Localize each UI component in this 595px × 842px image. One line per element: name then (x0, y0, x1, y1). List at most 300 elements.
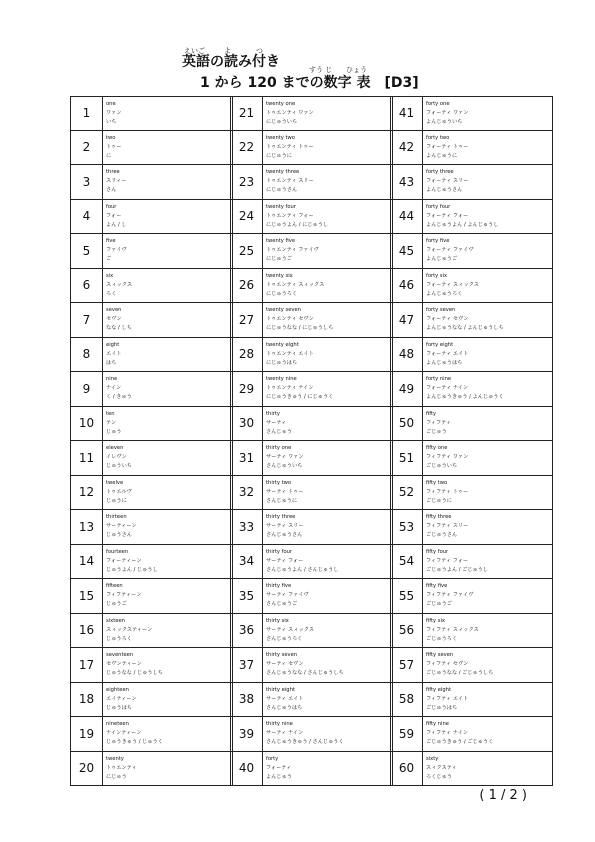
number-cell: 45 (391, 234, 423, 268)
reading-cell (426, 479, 550, 506)
ruby-eigo: えいご (184, 47, 205, 55)
japanese-reading: よんじゅうよん / よんじゅうし (426, 221, 499, 228)
english-word: twenty seven (266, 307, 301, 313)
table-row (230, 752, 393, 787)
english-word: twenty one (266, 101, 296, 107)
reading-cell (426, 168, 550, 195)
katakana-reading: トゥエンティ ファイヴ (266, 247, 319, 253)
english-word: eleven (106, 445, 124, 451)
page-title: 英語の読み付き (182, 54, 280, 70)
english-word: nine (106, 376, 118, 382)
number-cell: 10 (71, 407, 103, 441)
katakana-reading: フィフティ ワァン (426, 454, 469, 460)
japanese-reading: いち (106, 119, 117, 125)
english-word: seven (106, 307, 122, 313)
katakana-reading: スリィー (106, 178, 127, 184)
english-word: ten (106, 410, 115, 417)
table-row (70, 717, 233, 752)
table-row (230, 717, 393, 752)
english-word: twelve (106, 479, 124, 486)
japanese-reading: にじゅうはち (266, 359, 298, 366)
katakana-reading: スィックス (106, 281, 133, 288)
number-cell: 25 (231, 234, 263, 268)
japanese-reading: ご (106, 256, 112, 262)
number-cell: 58 (391, 683, 423, 717)
english-word: forty one (426, 101, 450, 107)
number-cell: 4 (71, 200, 103, 234)
japanese-reading: さんじゅうに (266, 497, 298, 504)
number-cell: 9 (71, 372, 103, 406)
katakana-reading: フォーティ セヴン (426, 316, 469, 322)
english-word: twenty nine (266, 376, 297, 382)
table-row (70, 338, 233, 373)
katakana-reading: トゥエンティ ナイン (266, 385, 314, 391)
number-cell: 20 (71, 752, 103, 786)
japanese-reading: さんじゅうきゅう / さんじゅうく (266, 739, 344, 745)
reading-cell (106, 100, 230, 127)
number-cell: 60 (391, 752, 423, 786)
number-cell: 37 (231, 648, 263, 682)
table-row (390, 407, 553, 442)
english-word: eighteen (106, 686, 129, 693)
reading-cell (106, 651, 230, 678)
japanese-reading: よんじゅうご (426, 256, 458, 262)
reading-cell (266, 686, 390, 713)
english-word: forty five (426, 238, 450, 244)
japanese-reading: にじゅうきゅう / にじゅうく (266, 394, 334, 400)
katakana-reading: フォーティ ファイヴ (426, 247, 474, 253)
table-row (230, 579, 393, 614)
table-row (230, 96, 393, 131)
reading-cell (266, 548, 390, 575)
number-cell: 54 (391, 545, 423, 579)
english-word: thirty three (266, 514, 296, 520)
number-cell: 17 (71, 648, 103, 682)
number-cell: 15 (71, 579, 103, 613)
number-cell: 13 (71, 510, 103, 544)
reading-cell (266, 375, 390, 402)
number-cell: 32 (231, 476, 263, 510)
katakana-reading: エイト (106, 350, 122, 357)
table-row (390, 338, 553, 373)
number-cell: 57 (391, 648, 423, 682)
english-word: fifty three (426, 514, 452, 520)
reading-cell (426, 375, 550, 402)
table-row (70, 545, 233, 580)
table-row (230, 269, 393, 304)
japanese-reading: く / きゅう (106, 394, 132, 400)
reading-cell (426, 513, 550, 540)
number-cell: 50 (391, 407, 423, 441)
reading-cell (266, 617, 390, 644)
number-cell: 48 (391, 338, 423, 372)
japanese-reading: なな / しち (106, 325, 132, 331)
katakana-reading: フォーティ スィックス (426, 281, 479, 288)
english-word: thirty (266, 410, 280, 417)
table-row (390, 165, 553, 200)
reading-cell (106, 513, 230, 540)
japanese-reading: じゅうさん (106, 532, 132, 538)
reading-cell (106, 410, 230, 437)
table-row (390, 200, 553, 235)
table-row (230, 338, 393, 373)
reading-cell (426, 444, 550, 471)
table-row (70, 614, 233, 649)
katakana-reading: フォー (106, 212, 122, 219)
table-row (230, 407, 393, 442)
reading-cell (266, 582, 390, 609)
number-cell: 39 (231, 717, 263, 751)
katakana-reading: サーティ フォー (266, 557, 304, 564)
japanese-reading: さん (106, 187, 117, 193)
japanese-reading: じゅうよん / じゅうし (106, 566, 158, 573)
english-word: twenty four (266, 203, 296, 210)
table-row (70, 96, 233, 131)
reading-cell (106, 479, 230, 506)
number-cell: 2 (71, 131, 103, 165)
number-cell: 36 (231, 614, 263, 648)
english-word: forty seven (426, 307, 456, 313)
english-word: fifteen (106, 583, 123, 589)
japanese-reading: ろく (106, 290, 117, 297)
table-row (230, 165, 393, 200)
japanese-reading: にじゅうご (266, 256, 292, 262)
katakana-reading: フィフティ エイト (426, 695, 469, 702)
japanese-reading: にじゅうさん (266, 187, 298, 193)
reading-cell (426, 651, 550, 678)
table-row (70, 200, 233, 235)
ruby-suuji: すう じ (309, 66, 333, 74)
english-word: thirteen (106, 514, 127, 520)
katakana-reading: フィフティ ナイン (426, 730, 468, 736)
number-cell: 56 (391, 614, 423, 648)
japanese-reading: にじゅういち (266, 119, 298, 125)
japanese-reading: ごじゅうよん / ごじゅうし (426, 566, 489, 573)
english-word: fourteen (106, 548, 129, 555)
table-row (70, 269, 233, 304)
reading-cell (426, 306, 550, 333)
reading-cell (266, 237, 390, 264)
english-word: twenty eight (266, 341, 299, 348)
japanese-reading: よんじゅうさん (426, 187, 463, 193)
japanese-reading: よん / し (106, 221, 127, 228)
katakana-reading: トゥエンティ セヴン (266, 316, 314, 322)
english-word: thirty nine (266, 721, 293, 727)
reading-cell (266, 272, 390, 299)
english-word: eight (106, 341, 120, 348)
english-word: fifty (426, 410, 437, 417)
english-word: seventeen (106, 652, 134, 658)
table-row (230, 545, 393, 580)
japanese-reading: にじゅうよん / にじゅうし (266, 221, 329, 228)
japanese-reading: ごじゅうきゅう / ごじゅうく (426, 739, 494, 745)
number-cell: 27 (231, 303, 263, 337)
number-cell: 22 (231, 131, 263, 165)
number-cell: 31 (231, 441, 263, 475)
english-word: three (106, 169, 120, 175)
number-cell: 34 (231, 545, 263, 579)
reading-cell (266, 203, 390, 230)
japanese-reading: ごじゅうろく (426, 635, 458, 642)
table-row (230, 372, 393, 407)
english-word: forty six (426, 272, 448, 279)
reading-cell (106, 686, 230, 713)
reading-cell (426, 755, 550, 782)
japanese-reading: よんじゅうはち (426, 359, 463, 366)
katakana-reading: トゥエンティ スリー (266, 178, 314, 184)
table-row (390, 303, 553, 338)
number-cell: 26 (231, 269, 263, 303)
japanese-reading: ごじゅう (426, 428, 447, 435)
japanese-reading: にじゅうなな / にじゅうしち (266, 325, 334, 331)
katakana-reading: フィフティ フォー (426, 557, 469, 564)
japanese-reading: にじゅうに (266, 152, 292, 159)
reading-cell (266, 444, 390, 471)
number-cell: 44 (391, 200, 423, 234)
english-word: forty nine (426, 376, 452, 382)
number-cell: 16 (71, 614, 103, 648)
number-cell: 12 (71, 476, 103, 510)
reading-cell (106, 237, 230, 264)
number-cell: 28 (231, 338, 263, 372)
katakana-reading: フォーティ ナイン (426, 385, 469, 391)
katakana-reading: サーティ (266, 419, 287, 426)
number-cell: 7 (71, 303, 103, 337)
reading-cell (426, 134, 550, 161)
number-cell: 47 (391, 303, 423, 337)
katakana-reading: トゥエンティ スィックス (266, 281, 325, 288)
katakana-reading: イレヴン (106, 454, 127, 460)
japanese-reading: さんじゅうなな / さんじゅうしち (266, 670, 344, 676)
table-row (230, 476, 393, 511)
table-row (230, 303, 393, 338)
japanese-reading: よんじゅうなな / よんじゅうしち (426, 325, 504, 331)
katakana-reading: エイティーン (106, 695, 137, 702)
number-column-2 (230, 96, 393, 786)
english-word: twenty (106, 755, 124, 762)
katakana-reading: フォーティ フォー (426, 212, 469, 219)
reading-cell (106, 444, 230, 471)
reading-cell (426, 686, 550, 713)
katakana-reading: セヴンティーン (106, 661, 142, 667)
japanese-reading: ごじゅうご (426, 601, 452, 607)
reading-cell (106, 582, 230, 609)
number-cell: 21 (231, 97, 263, 130)
japanese-reading: じゅうきゅう / じゅうく (106, 739, 163, 745)
english-word: fifty nine (426, 721, 449, 727)
number-cell: 43 (391, 165, 423, 199)
english-word: fifty five (426, 583, 448, 589)
english-word: fifty one (426, 445, 448, 451)
japanese-reading: じゅういち (106, 463, 132, 469)
english-word: sixty (426, 755, 439, 762)
number-cell: 59 (391, 717, 423, 751)
english-word: forty (266, 755, 279, 762)
japanese-reading: ごじゅういち (426, 463, 458, 469)
table-row (390, 269, 553, 304)
table-row (70, 131, 233, 166)
title-line-2 (200, 67, 440, 91)
table-row (70, 441, 233, 476)
english-word: thirty six (266, 617, 289, 624)
page-subtitle: 1 から 120 までの数字 表 [D3] (200, 75, 419, 91)
japanese-reading: さんじゅうろく (266, 635, 303, 642)
katakana-reading: フォーティ ワァン (426, 110, 469, 116)
page-number: ( 1 / 2 ) (479, 788, 527, 803)
katakana-reading: トゥエンティ (106, 764, 137, 771)
number-cell: 19 (71, 717, 103, 751)
katakana-reading: サーティ ファイヴ (266, 592, 309, 598)
reading-cell (426, 617, 550, 644)
number-cell: 29 (231, 372, 263, 406)
reading-cell (266, 341, 390, 368)
japanese-reading: じゅうろく (106, 635, 132, 642)
table-row (70, 648, 233, 683)
table-row (390, 717, 553, 752)
table-row (390, 752, 553, 787)
japanese-reading: ごじゅうさん (426, 532, 458, 538)
katakana-reading: フォーティ トゥー (426, 143, 469, 150)
katakana-reading: トゥエンティ フォー (266, 212, 314, 219)
katakana-reading: トゥエンティ エイト (266, 350, 314, 357)
english-word: forty four (426, 203, 451, 210)
japanese-reading: じゅうに (106, 497, 127, 504)
japanese-reading: ごじゅうに (426, 497, 452, 504)
reading-cell (266, 755, 390, 782)
japanese-reading: はち (106, 359, 117, 366)
japanese-reading: さんじゅうご (266, 601, 298, 607)
table-row (390, 96, 553, 131)
table-row (70, 476, 233, 511)
katakana-reading: フィフティーン (106, 592, 142, 598)
reading-cell (106, 720, 230, 747)
katakana-reading: スィクスティ (426, 764, 457, 771)
table-row (70, 165, 233, 200)
katakana-reading: フォーティーン (106, 557, 142, 564)
reading-cell (266, 479, 390, 506)
number-cell: 35 (231, 579, 263, 613)
table-row (70, 303, 233, 338)
table-row (70, 683, 233, 718)
number-cell: 30 (231, 407, 263, 441)
english-word: sixteen (106, 617, 125, 624)
table-row (70, 407, 233, 442)
katakana-reading: フィフティ トゥー (426, 488, 469, 495)
english-word: twenty two (266, 134, 295, 141)
ruby-tsu: つ (256, 47, 263, 55)
english-word: fifty two (426, 479, 448, 486)
table-row (230, 200, 393, 235)
table-row (390, 648, 553, 683)
english-word: thirty four (266, 548, 293, 555)
katakana-reading: ワァン (106, 110, 122, 116)
reading-cell (106, 375, 230, 402)
japanese-reading: じゅうご (106, 601, 127, 607)
english-word: four (106, 203, 117, 210)
reading-cell (106, 755, 230, 782)
english-word: twenty five (266, 238, 296, 244)
number-cell: 18 (71, 683, 103, 717)
table-row (390, 545, 553, 580)
japanese-reading: ごじゅうなな / ごじゅうしち (426, 670, 494, 676)
number-column-3 (390, 96, 553, 786)
katakana-reading: トゥエンティ ワァン (266, 110, 314, 116)
number-cell: 52 (391, 476, 423, 510)
katakana-reading: トゥエルヴ (106, 488, 132, 495)
reading-cell (426, 237, 550, 264)
reading-cell (426, 720, 550, 747)
katakana-reading: フィフティ セヴン (426, 661, 469, 667)
japanese-reading: に (106, 152, 112, 159)
katakana-reading: サーティ エイト (266, 695, 304, 702)
number-cell: 38 (231, 683, 263, 717)
table-row (390, 131, 553, 166)
reading-cell (266, 651, 390, 678)
number-cell: 42 (391, 131, 423, 165)
reading-cell (106, 617, 230, 644)
reading-cell (426, 341, 550, 368)
table-row (230, 510, 393, 545)
japanese-reading: さんじゅうよん / さんじゅうし (266, 566, 339, 573)
japanese-reading: じゅうなな / じゅうしち (106, 670, 163, 676)
japanese-reading: さんじゅういち (266, 463, 303, 469)
table-row (390, 476, 553, 511)
reading-cell (426, 272, 550, 299)
number-cell: 40 (231, 752, 263, 786)
reading-cell (266, 134, 390, 161)
japanese-reading: ごじゅうはち (426, 704, 458, 711)
english-word: five (106, 238, 116, 244)
reading-cell (106, 548, 230, 575)
number-cell: 23 (231, 165, 263, 199)
table-row (70, 510, 233, 545)
table-row (390, 234, 553, 269)
katakana-reading: サーティ スリー (266, 523, 304, 529)
english-word: one (106, 101, 116, 107)
table-row (230, 648, 393, 683)
katakana-reading: サーティ ワァン (266, 454, 304, 460)
number-cell: 6 (71, 269, 103, 303)
reading-cell (426, 410, 550, 437)
number-cell: 14 (71, 545, 103, 579)
japanese-reading: ろくじゅう (426, 773, 452, 780)
reading-cell (266, 100, 390, 127)
japanese-reading: じゅう (106, 428, 122, 435)
reading-cell (106, 341, 230, 368)
reading-cell (266, 410, 390, 437)
number-cell: 53 (391, 510, 423, 544)
english-word: thirty seven (266, 652, 298, 658)
japanese-reading: よんじゅうろく (426, 290, 463, 297)
katakana-reading: フォーティ エイト (426, 350, 469, 357)
katakana-reading: トゥー (106, 143, 122, 150)
number-cell: 55 (391, 579, 423, 613)
reading-cell (106, 272, 230, 299)
katakana-reading: フィフティ スィックス (426, 626, 479, 633)
english-word: thirty two (266, 479, 292, 486)
katakana-reading: サーティ ナイン (266, 730, 304, 736)
reading-cell (106, 168, 230, 195)
katakana-reading: セヴン (106, 316, 122, 322)
katakana-reading: サーティ トゥー (266, 488, 304, 495)
reading-cell (426, 548, 550, 575)
table-row (70, 752, 233, 787)
table-row (70, 372, 233, 407)
table-row (390, 510, 553, 545)
table-row (390, 579, 553, 614)
table-row (230, 131, 393, 166)
table-row (390, 683, 553, 718)
